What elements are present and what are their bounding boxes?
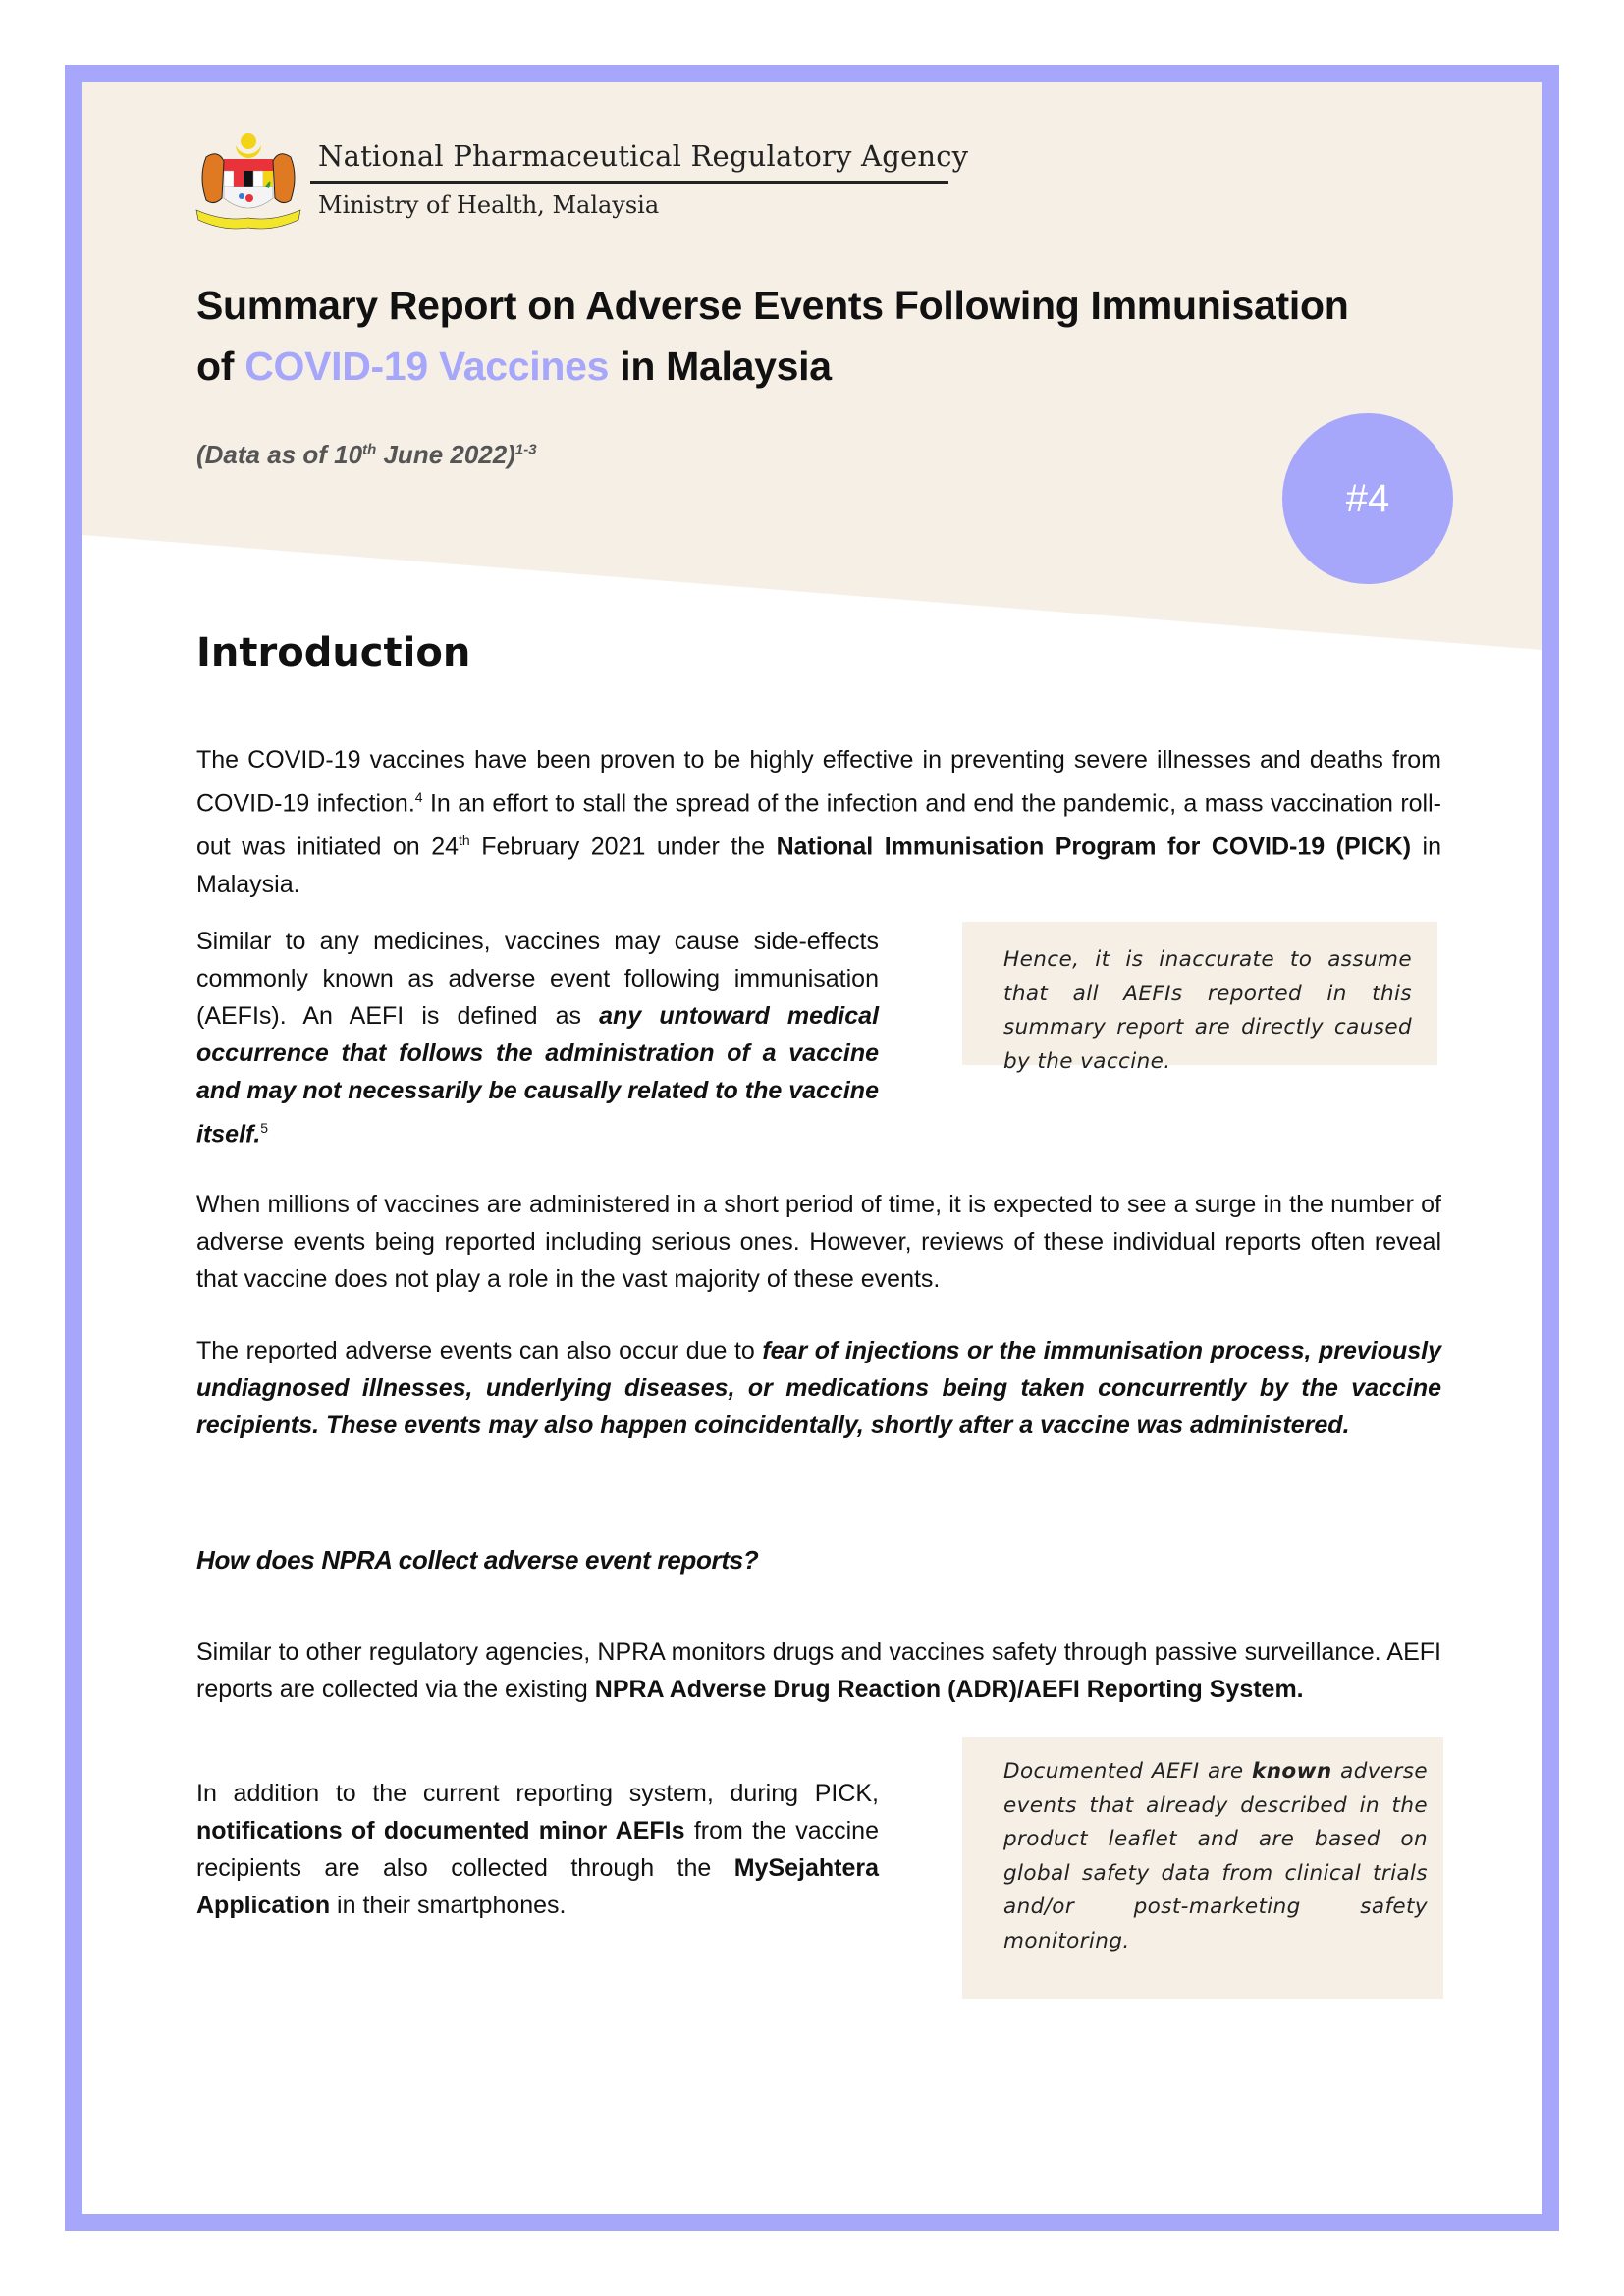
collection-paragraph-2 (196, 1775, 879, 1924)
title-accent: COVID-19 Vaccines (244, 344, 610, 389)
title-line-1: Summary Report on Adverse Events Following Immunisation (196, 283, 1349, 328)
text: Documented AEFI are (1003, 1759, 1253, 1784)
data-date (196, 440, 537, 470)
text: February 2021 under the (469, 832, 777, 861)
aefi-definition: any untoward medical occurrence that follows the administration of a vaccine and may not necessarily be causally related to the vaccine itself. (196, 1002, 880, 1148)
text: In addition to the current reporting system, during PICK, (196, 1780, 879, 1807)
agency-name: National Pharmaceutical Regulatory Agency (318, 139, 969, 173)
callout-inaccurate-assumption (962, 922, 1437, 1074)
collection-paragraph-1 (196, 1633, 1441, 1708)
date-references: 1-3 (514, 441, 537, 458)
agency-divider (310, 181, 948, 184)
text: In an effort to stall the spread of the infection and end the pandemic, a mass vaccination roll-out was initiated on 24 (196, 789, 1441, 861)
text: in their smartphones. (330, 1892, 567, 1919)
callout-text (1003, 1755, 1428, 1958)
ordinal: th (459, 832, 470, 849)
title-prefix: of (196, 344, 245, 389)
reporting-system-name: NPRA Adverse Drug Reaction (ADR)/AEFI Reporting System. (594, 1676, 1304, 1703)
text: adverse events that already described in the product leaflet and are based on global safety data from clinical trials and/or post-marketing safety monitoring. (1003, 1759, 1428, 1953)
text: Similar to any medicines, vaccines may cause side-effects commonly known as adverse event following immunisation (AEFIs). An AEFI is defined as (196, 928, 879, 1030)
text: The COVID-19 vaccines have been proven to be highly effective in preventing severe illnesses and deaths from COVID-19 infection. (196, 746, 1441, 818)
callout-documented-aefi (962, 1737, 1443, 1999)
section-heading-collection: How does NPRA collect adverse event reports? (196, 1545, 759, 1575)
title-suffix: in Malaysia (609, 344, 832, 389)
intro-paragraph-2 (196, 923, 879, 1152)
intro-paragraph-1 (196, 741, 1441, 903)
agency-block (318, 139, 968, 219)
text: from the vaccine recipients are also collected through the (196, 1817, 879, 1882)
page-frame (65, 65, 1559, 2231)
issue-number-badge: #4 (1282, 413, 1453, 584)
intro-paragraph-4 (196, 1332, 1441, 1444)
report-title (196, 275, 1441, 397)
malaysia-coat-of-arms-icon (185, 128, 312, 236)
program-name: National Immunisation Program for COVID-19 (PICK) (776, 832, 1412, 861)
text: The reported adverse events can also occur due to (196, 1337, 763, 1364)
emphasis-known: known (1252, 1759, 1332, 1784)
ministry-name: Ministry of Health, Malaysia (318, 191, 660, 219)
footnote-ref: 5 (260, 1120, 269, 1136)
text: in Malaysia. (196, 832, 1442, 898)
event-causes: fear of injections or the immunisation process, previously undiagnosed illnesses, underlying diseases, or medications being taken concurrently by the vaccine recipients. These events may also happen coincidentally, shortly after a vaccine was administered. (196, 1337, 1441, 1439)
text: Similar to other regulatory agencies, NPRA monitors drugs and vaccines safety through passive surveillance. AEFI reports are collected via the existing (196, 1638, 1441, 1703)
minor-aefi-notifications: notifications of documented minor AEFIs (196, 1817, 685, 1844)
mysejahtera-app: MySejahtera Application (196, 1854, 879, 1919)
intro-paragraph-3: When millions of vaccines are administered in a short period of time, it is expected to see a surge in the number of adverse events being reported including serious ones. However, reviews of these individual reports often reveal that vaccine does not play a role in the vast majority of these events. (196, 1191, 1441, 1293)
section-heading-introduction: Introduction (196, 630, 471, 675)
callout-text: Hence, it is inaccurate to assume that all AEFIs reported in this summary report are directly caused by the vaccine. (1003, 947, 1412, 1074)
date-text-month: June 2022) (376, 440, 515, 469)
footnote-ref: 4 (414, 789, 423, 805)
title-line-2 (196, 336, 1441, 397)
date-text: (Data as of 10 (196, 440, 363, 469)
date-ordinal: th (362, 441, 377, 458)
